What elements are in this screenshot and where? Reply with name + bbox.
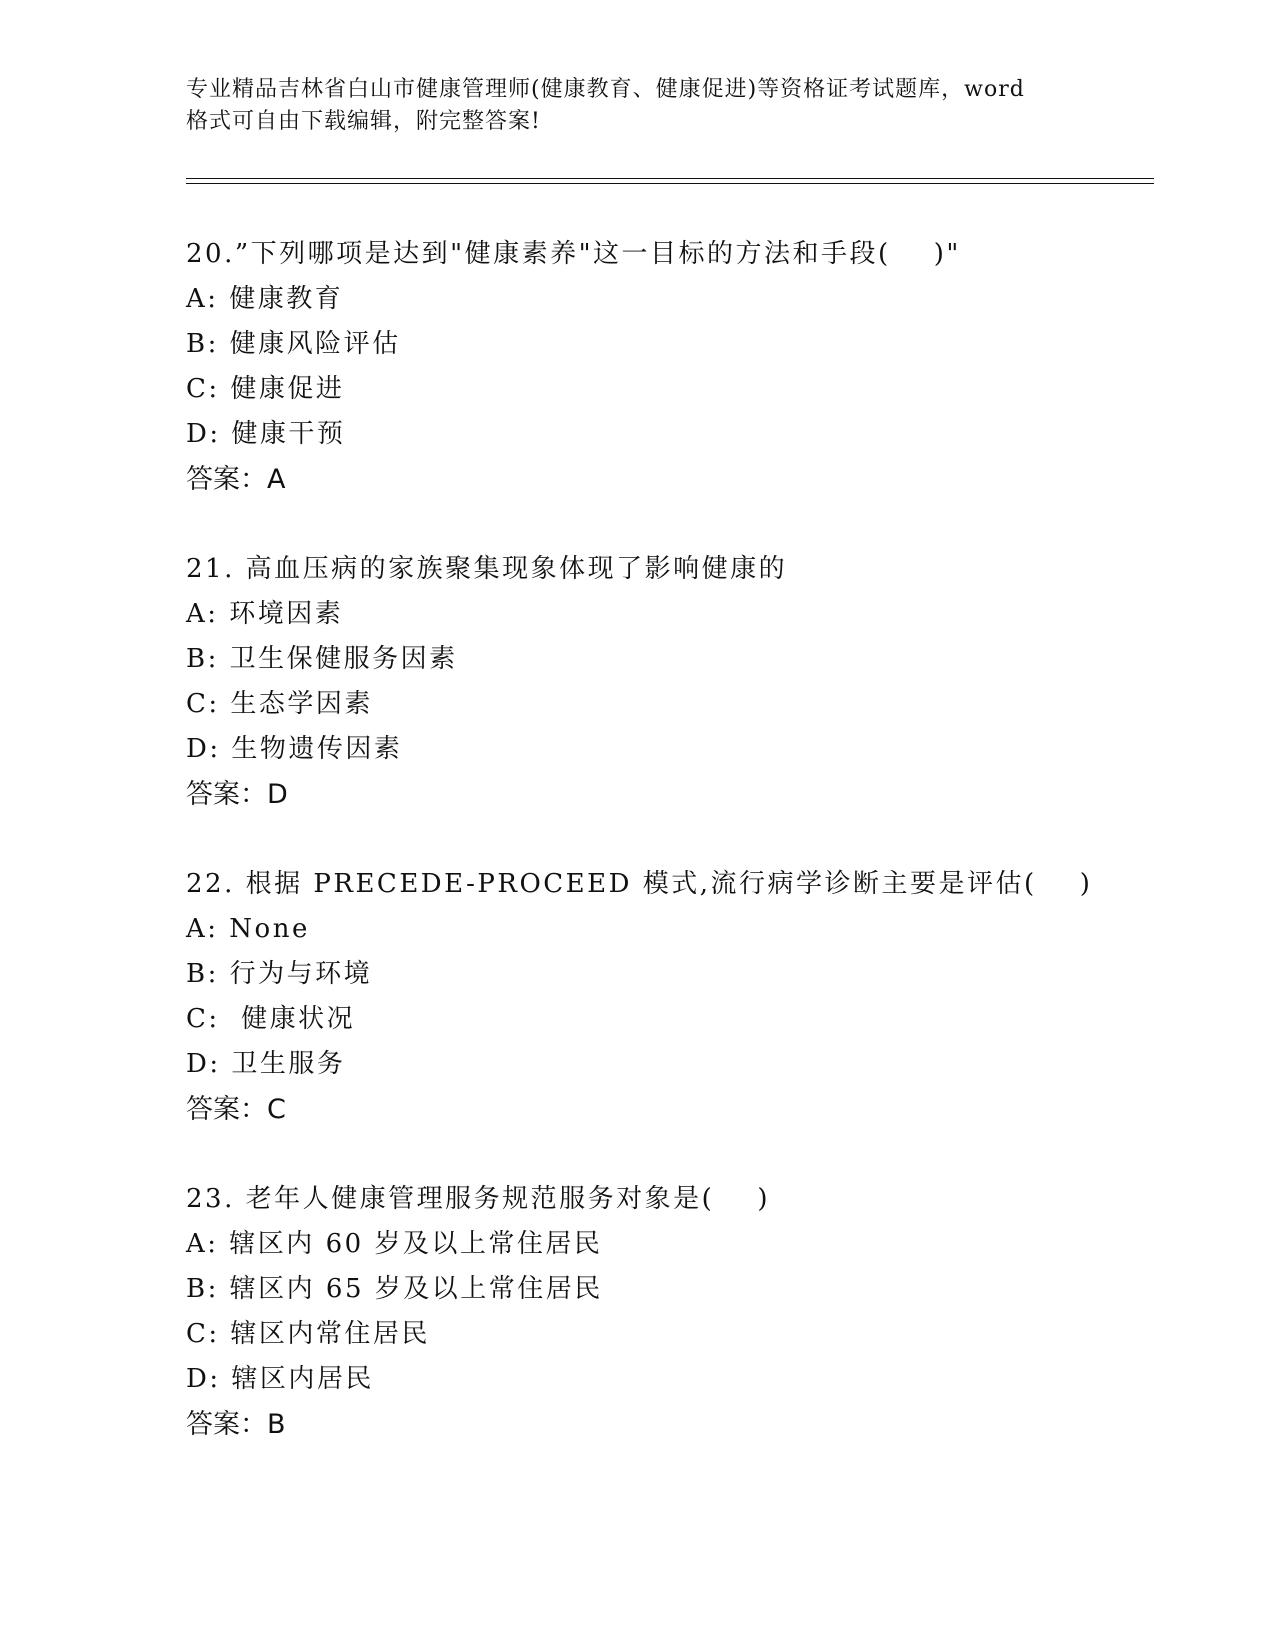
option-b: B: 卫生保健服务因素 [186,644,458,674]
question-22 [186,862,1146,1132]
question-21 [186,547,1146,817]
option-b: B: 行为与环境 [186,959,373,989]
option-d: D: 生物遗传因素 [186,734,403,764]
option-d: D: 辖区内居民 [186,1364,374,1394]
option-d: D: 健康干预 [186,419,346,449]
header-divider-bottom [186,183,1154,184]
answer: 答案：B [186,1409,286,1440]
option-a: A: 环境因素 [186,599,344,629]
header-line-1: 专业精品吉林省白山市健康管理师(健康教育、健康促进)等资格证考试题库，word [186,77,1025,102]
document-header [186,74,1106,138]
question-text: 20.”下列哪项是达到"健康素养"这一目标的方法和手段( )" [186,239,961,269]
answer: 答案：C [186,1094,286,1125]
header-divider-top [186,178,1154,179]
option-c: C: 辖区内常住居民 [186,1319,430,1349]
option-b: B: 辖区内 65 岁及以上常住居民 [186,1274,603,1304]
option-c: C: 健康促进 [186,374,345,404]
answer: 答案：A [186,464,286,495]
answer: 答案：D [186,779,288,810]
option-a: A: 健康教育 [186,284,344,314]
option-c: C: 健康状况 [186,1004,356,1034]
question-text: 21. 高血压病的家族聚集现象体现了影响健康的 [186,554,788,584]
question-text: 22. 根据 PRECEDE-PROCEED 模式,流行病学诊断主要是评估( ) [186,869,1093,899]
option-d: D: 卫生服务 [186,1049,346,1079]
option-c: C: 生态学因素 [186,689,373,719]
question-text: 23. 老年人健康管理服务规范服务对象是( ) [186,1184,770,1214]
question-20 [186,232,1146,502]
option-b: B: 健康风险评估 [186,329,401,359]
question-23 [186,1177,1146,1447]
option-a: A: 辖区内 60 岁及以上常住居民 [186,1229,603,1259]
option-a: A: None [186,914,310,944]
header-line-2: 格式可自由下载编辑，附完整答案! [186,109,541,134]
